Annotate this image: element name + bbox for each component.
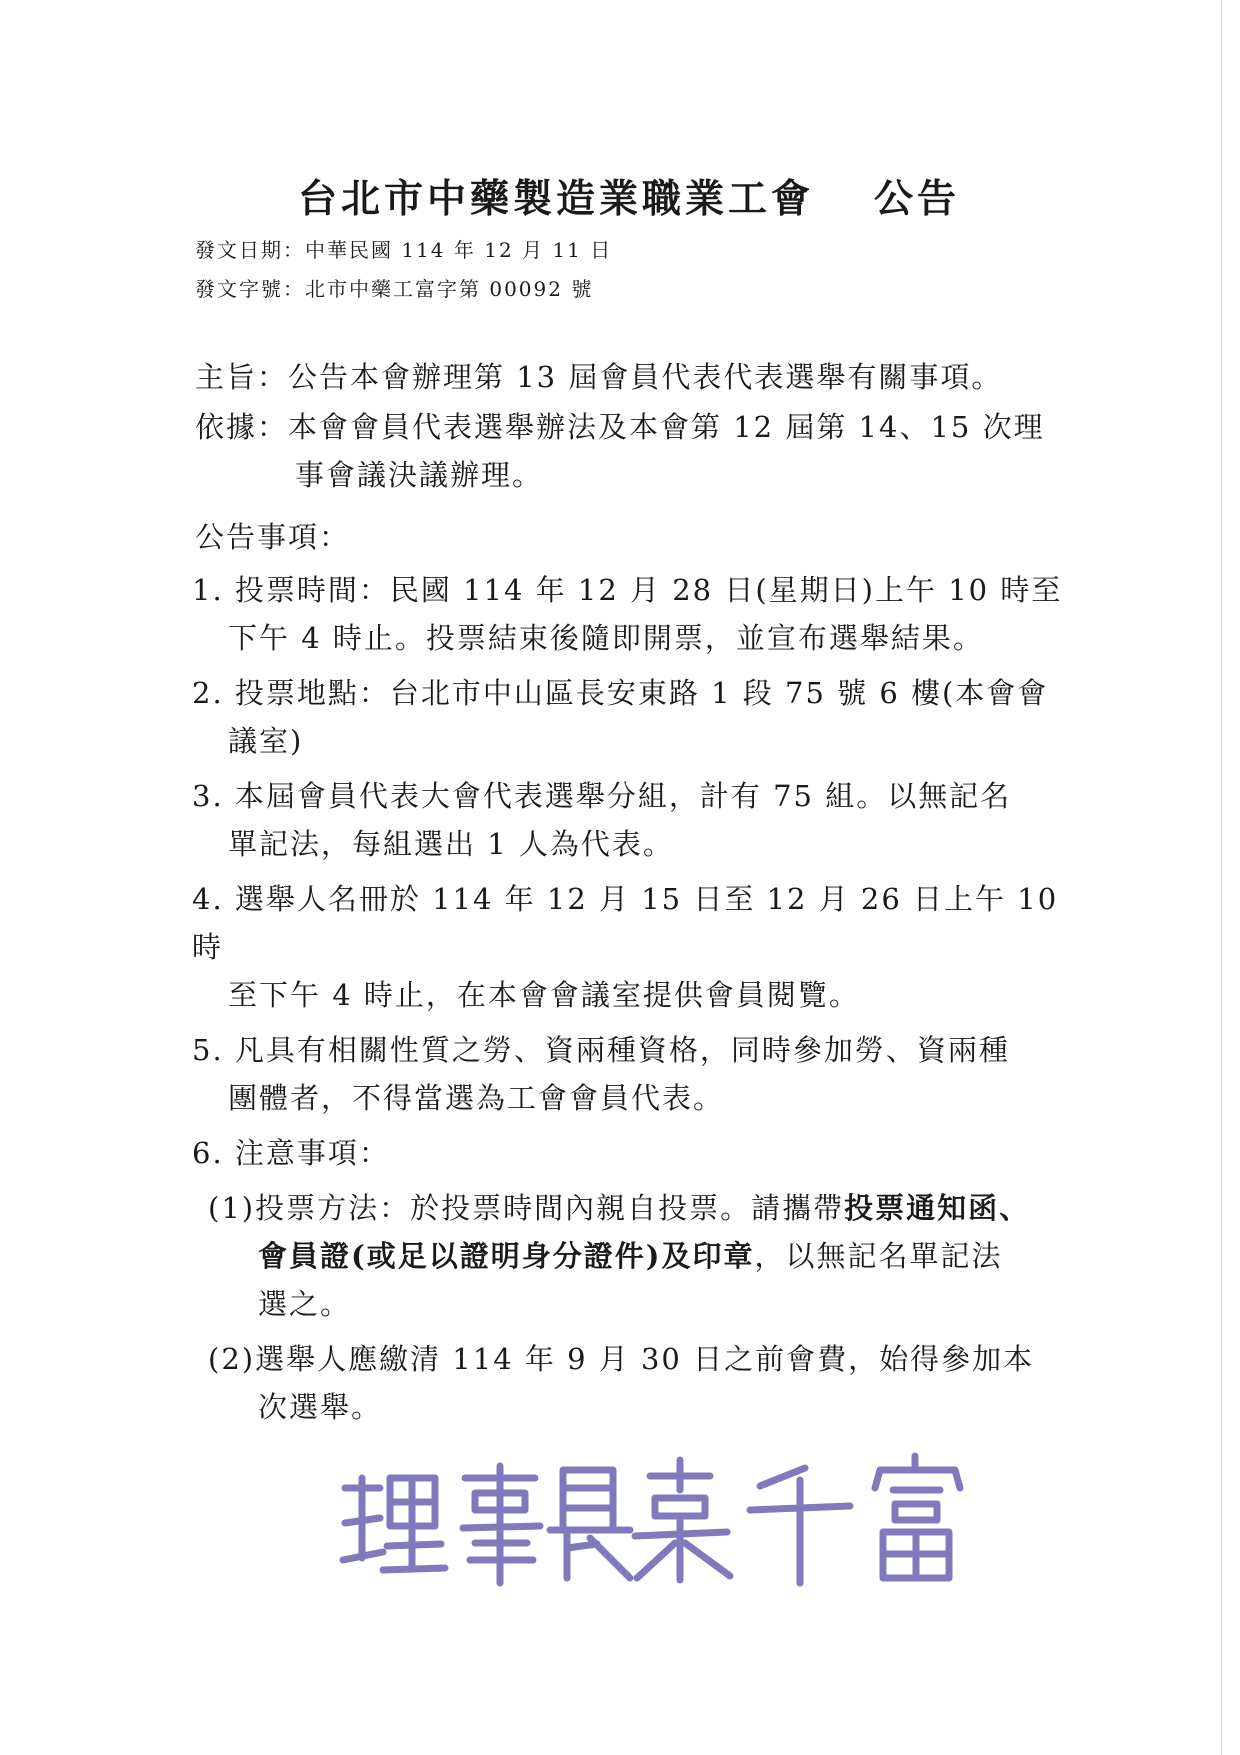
item-line: 5. 凡具有相關性質之勞、資兩種資格，同時參加勞、資兩種 [192, 1033, 1010, 1067]
item-line: 6. 注意事項： [192, 1136, 390, 1170]
reference-number: 發文字號：北市中藥工富字第 00092 號 [195, 277, 594, 301]
sub-item-continuation [208, 1232, 1072, 1280]
notice-heading: 公告事項： [195, 520, 351, 554]
item-line: 3. 本屆會員代表大會代表選舉分組，計有 75 組。以無記名 [192, 779, 1012, 813]
item-line: 1. 投票時間：民國 114 年 12 月 28 日(星期日)上午 10 時至 [192, 573, 1063, 607]
sub-item-text: (2)選舉人應繳清 114 年 9 月 30 日之前會費，始得參加本 [208, 1342, 1035, 1376]
item-continuation: 團體者，不得當選為工會會員代表。 [228, 1081, 725, 1115]
document-title [0, 168, 1240, 224]
subject-line: 主旨：公告本會辦理第 13 屆會員代表代表選舉有關事項。 [195, 360, 1003, 394]
notice-item-4 [192, 875, 1072, 1019]
notice-item-6 [192, 1129, 1072, 1177]
item-continuation: 下午 4 時止。投票結束後隨即開票，並宣布選舉結果。 [228, 621, 984, 655]
notice-item-1 [192, 566, 1072, 662]
notice-sub-item-2 [192, 1335, 1072, 1431]
issue-date: 發文日期：中華民國 114 年 12 月 11 日 [195, 238, 613, 262]
item-continuation: 單記法，每組選出 1 人為代表。 [228, 827, 674, 861]
sub-item-text: ，以無記名單記法 [754, 1239, 1003, 1273]
notice-label: 公告 [874, 176, 961, 222]
notice-sub-item-1 [192, 1184, 1072, 1328]
item-line: 4. 選舉人名冊於 114 年 12 月 15 日至 12 月 26 日上午 10 時 [192, 882, 1059, 964]
sub-item-continuation: 選之。 [258, 1287, 352, 1321]
chairman-signature-stamp [335, 1448, 975, 1588]
basis-line-1: 依據：本會會員代表選舉辦法及本會第 12 屆第 14、15 次理 [195, 410, 1045, 444]
notice-item-2 [192, 669, 1072, 765]
organization-name: 台北市中藥製造業職業工會 [297, 176, 814, 222]
sub-item-bold-text: 會員證(或足以證明身分證件)及印章 [258, 1239, 755, 1273]
basis-line-2: 事會議決議辦理。 [295, 458, 544, 492]
sub-item-continuation: 次選舉。 [258, 1390, 383, 1424]
item-line: 2. 投票地點：台北市中山區長安東路 1 段 75 號 6 樓(本會會 [192, 676, 1049, 710]
notice-items-list [192, 566, 1072, 1438]
item-continuation: 至下午 4 時止，在本會會議室提供會員閱覽。 [228, 978, 860, 1012]
notice-item-3 [192, 772, 1072, 868]
notice-item-5 [192, 1026, 1072, 1122]
item-continuation: 議室) [228, 724, 304, 758]
signature-stamp-image [335, 1448, 975, 1588]
scan-edge-line [1221, 0, 1222, 1755]
sub-item-bold-text: 投票通知函、 [844, 1191, 1031, 1225]
basis-section [195, 403, 1065, 499]
sub-item-text: (1)投票方法：於投票時間內親自投票。請攜帶 [208, 1191, 845, 1225]
